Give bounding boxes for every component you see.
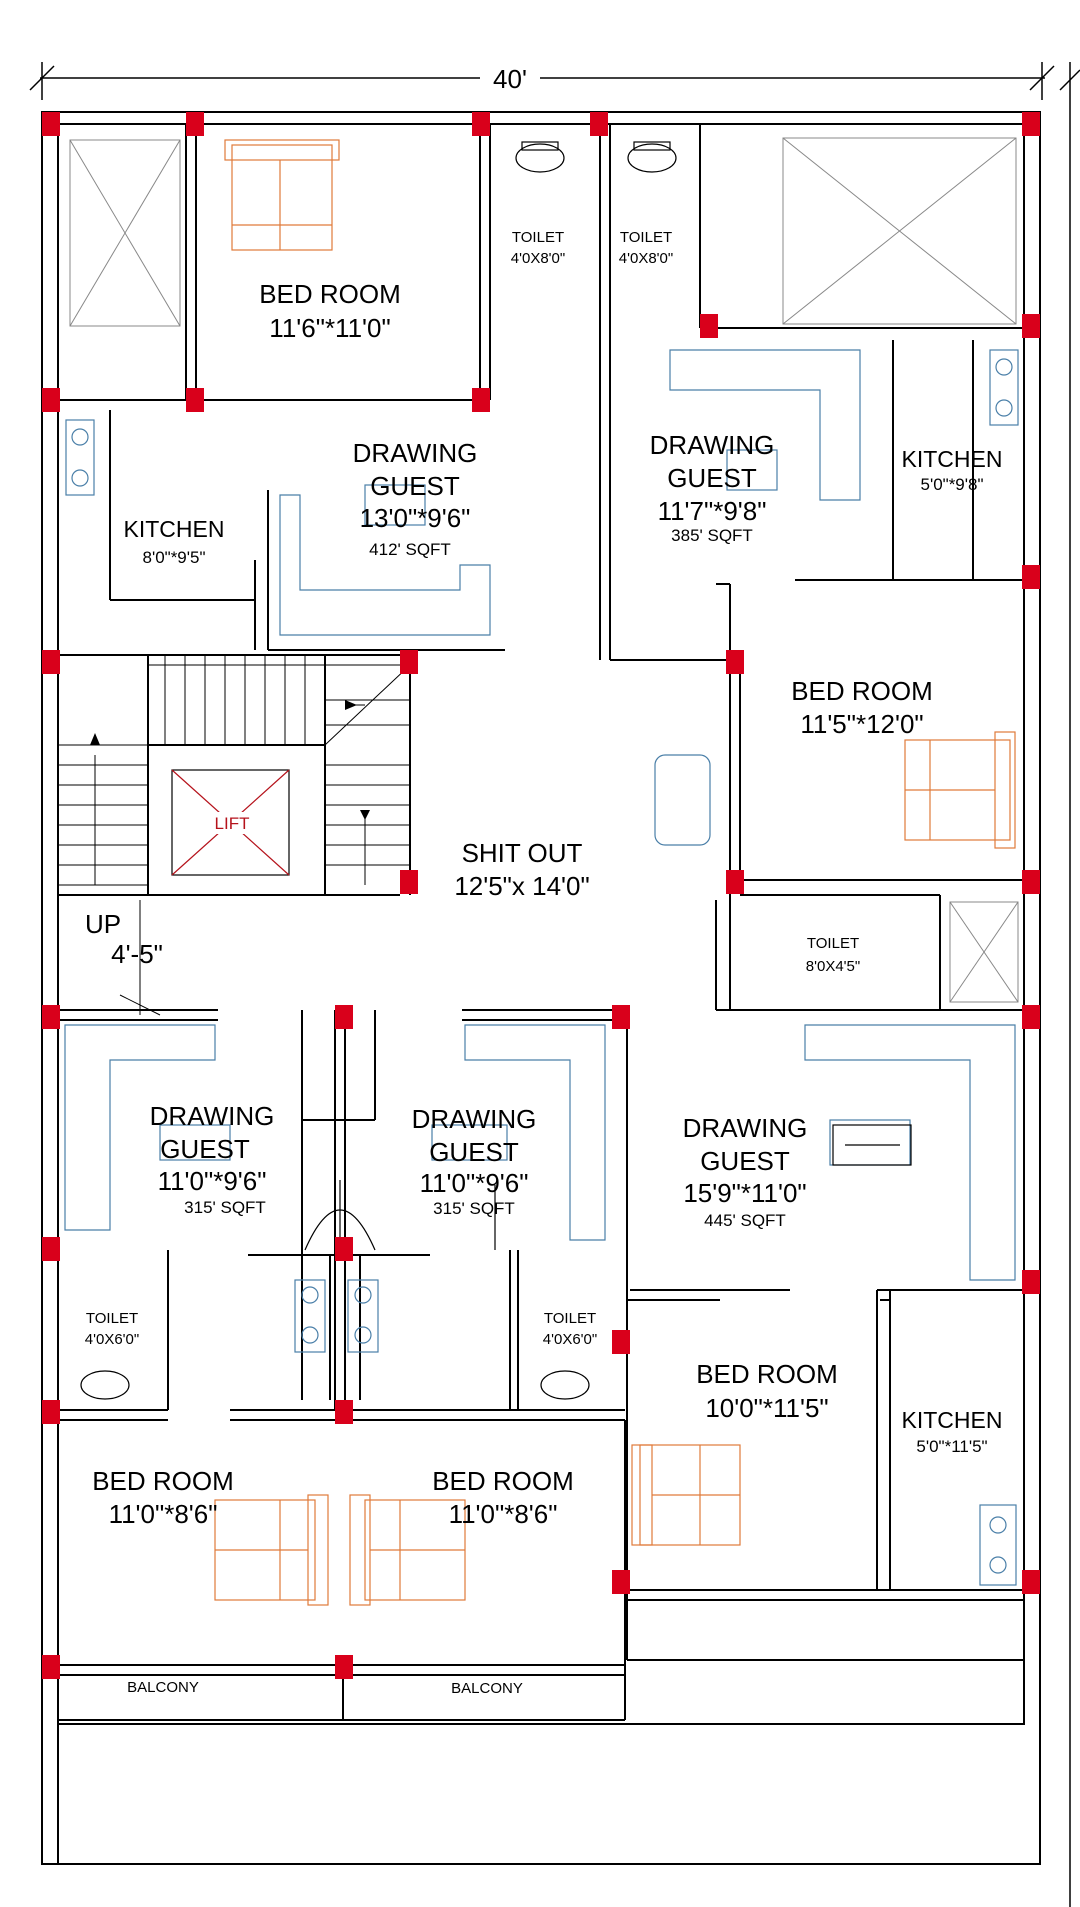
width-dimension-label: 40' [493, 64, 527, 94]
bed4-name: BED ROOM [92, 1466, 234, 1496]
stair-arrow-icon [90, 733, 100, 745]
toilet2-size: 4'0X8'0" [618, 250, 674, 267]
bed3-size: 10'0"*11'5" [705, 1393, 829, 1423]
balcony2-name: BALCONY [451, 1680, 523, 1697]
drawing4-sub: GUEST [429, 1137, 519, 1167]
drawing1-area: 412' SQFT [369, 540, 451, 559]
bed4-size: 11'0"*8'6" [108, 1499, 218, 1529]
toilet4-name: TOILET [85, 1310, 139, 1327]
drawing2-size: 11'7"*9'8" [657, 496, 767, 526]
bed2-size: 11'5"*12'0" [800, 709, 924, 739]
drawing3-size: 11'0"*9'6" [157, 1166, 267, 1196]
balcony1-name: BALCONY [127, 1679, 199, 1696]
stair-arrow-icon [345, 700, 357, 710]
toilet3-name: TOILET [806, 935, 860, 952]
kitchen2-size: 5'0"*9'8" [920, 475, 984, 494]
toilet4-size: 4'0X6'0" [84, 1331, 140, 1348]
tv-unit [833, 1125, 911, 1165]
drawing4-size: 11'0"*9'6" [419, 1168, 529, 1198]
drawing5-area: 445' SQFT [704, 1211, 786, 1230]
bed5-name: BED ROOM [432, 1466, 574, 1496]
shitout-name: SHIT OUT [461, 838, 583, 868]
drawing5-name: DRAWING [682, 1113, 808, 1143]
room-labels [85, 229, 1003, 1697]
bed1-name: BED ROOM [259, 279, 401, 309]
bed2-name: BED ROOM [791, 676, 933, 706]
drawing2-sub: GUEST [667, 463, 757, 493]
kitchen1-name: KITCHEN [123, 516, 225, 542]
lift-label: LIFT [214, 814, 250, 833]
drawing5-size: 15'9"*11'0" [683, 1178, 807, 1208]
drawing1-name: DRAWING [352, 438, 478, 468]
drawing4-area: 315' SQFT [433, 1199, 515, 1218]
drawing2-area: 385' SQFT [671, 526, 753, 545]
toilet5-name: TOILET [543, 1310, 597, 1327]
up-size: 4'-5" [111, 939, 163, 969]
drawing3-area: 315' SQFT [184, 1198, 266, 1217]
bed1-size: 11'6"*11'0" [269, 313, 391, 343]
width-dimension [30, 62, 1080, 1907]
toilet1-size: 4'0X8'0" [510, 250, 566, 267]
kitchen3-name: KITCHEN [901, 1407, 1003, 1433]
toilet2-name: TOILET [619, 229, 673, 246]
kitchen3-size: 5'0"*11'5" [916, 1437, 988, 1456]
drawing5-sub: GUEST [700, 1146, 790, 1176]
drawing4-name: DRAWING [411, 1104, 537, 1134]
drawing3-name: DRAWING [149, 1101, 275, 1131]
kitchen2-name: KITCHEN [901, 446, 1003, 472]
kitchen1-size: 8'0"*9'5" [142, 548, 206, 567]
drawing2-name: DRAWING [649, 430, 775, 460]
outer-walls [42, 112, 1040, 1864]
shitout-size: 12'5"x 14'0" [454, 871, 590, 901]
toilet3-size: 8'0X4'5" [805, 958, 861, 975]
drawing1-size: 13'0"*9'6" [359, 503, 471, 533]
stair-arrow-icon [360, 810, 370, 820]
up-label: UP [84, 909, 122, 939]
drawing1-sub: GUEST [370, 471, 460, 501]
bed5-size: 11'0"*8'6" [448, 1499, 558, 1529]
toilet5-size: 4'0X6'0" [542, 1331, 598, 1348]
toilet1-name: TOILET [511, 229, 565, 246]
bed3-name: BED ROOM [696, 1359, 838, 1389]
drawing3-sub: GUEST [160, 1134, 250, 1164]
